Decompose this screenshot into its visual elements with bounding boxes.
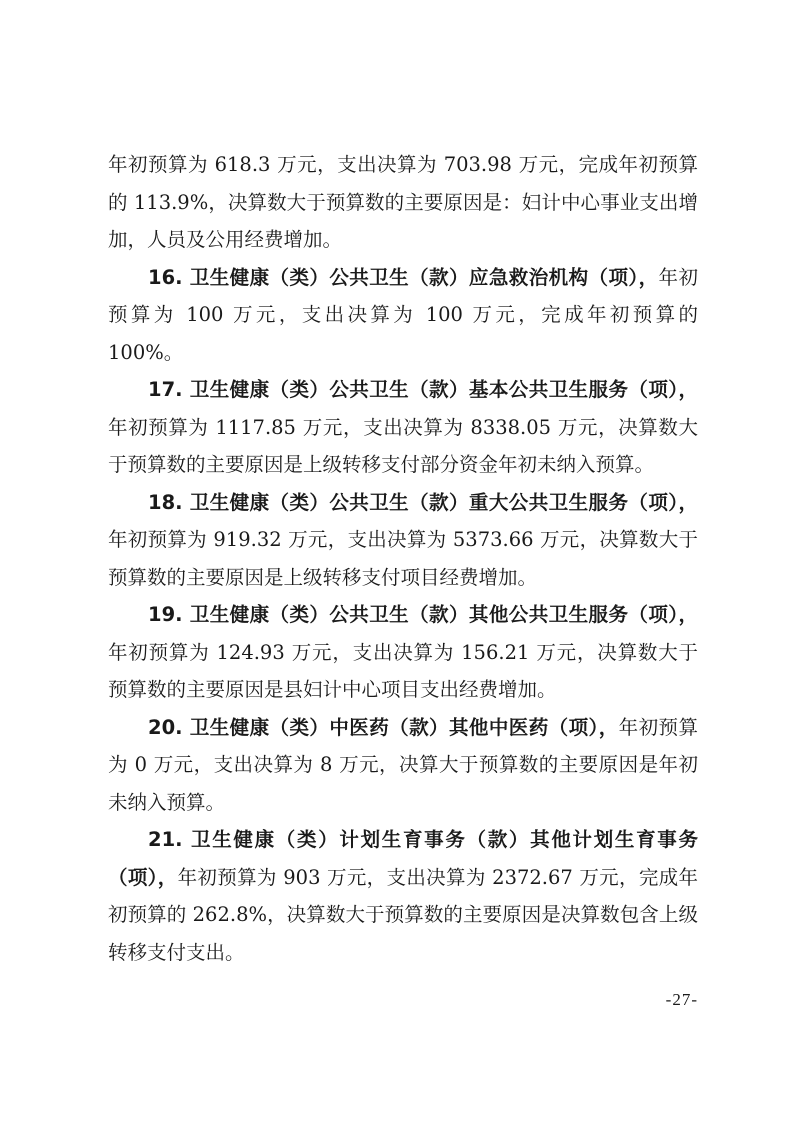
- paragraph-item-16: [108, 259, 698, 372]
- paragraph-text: 年初预算为 100 万元，支出决算为 100 万元，完成年初预算的 100%。: [108, 265, 698, 364]
- paragraph-heading: 17. 卫生健康（类）公共卫生（款）基本公共卫生服务（项），: [148, 378, 698, 401]
- paragraph-item-17: [108, 371, 698, 484]
- paragraph-heading: 16. 卫生健康（类）公共卫生（款）应急救治机构（项），: [148, 265, 659, 289]
- paragraph-text: 年初预算为 618.3 万元，支出决算为 703.98 万元，完成年初预算的 113.9%，决算数大于预算数的主要原因是：妇计中心事业支出增加，人员及公用经费增加。: [108, 153, 698, 251]
- paragraph-item-21: [108, 821, 698, 971]
- page-number: -27-: [665, 990, 698, 1009]
- paragraph-item-19: [108, 596, 698, 709]
- paragraph-text: 年初预算为 124.93 万元，支出决算为 156.21 万元，决算数大于预算数的主要原因是县妇计中心项目支出经费增加。: [108, 640, 698, 701]
- paragraph-item-18: [108, 484, 698, 597]
- paragraph-heading: 18. 卫生健康（类）公共卫生（款）重大公共卫生服务（项），: [148, 490, 698, 514]
- paragraph-continued: [108, 146, 698, 259]
- paragraph-heading: 19. 卫生健康（类）公共卫生（款）其他公共卫生服务（项），: [148, 603, 698, 626]
- paragraph-text: 年初预算为 919.32 万元，支出决算为 5373.66 万元，决算数大于预算数的主要原因是上级转移支付项目经费增加。: [108, 528, 698, 589]
- paragraph-text: 年初预算为 1117.85 万元，支出决算为 8338.05 万元，决算数大于预算数的主要原因是上级转移支付部分资金年初未纳入预算。: [108, 415, 698, 476]
- paragraph-item-20: [108, 709, 698, 822]
- paragraph-heading: 20. 卫生健康（类）中医药（款）其他中医药（项），: [148, 715, 619, 739]
- paragraph-text: 年初预算为 903 万元，支出决算为 2372.67 万元，完成年初预算的 262.8%，决算数大于预算数的主要原因是决算数包含上级转移支付支出。: [108, 865, 698, 964]
- body-text: [108, 146, 698, 971]
- paragraph-heading: 21. 卫生健康（类）计划生育事务（款）其他计划生育事务（项），: [108, 828, 698, 889]
- paragraph-text: 年初预算为 0 万元，支出决算为 8 万元，决算大于预算数的主要原因是年初未纳入预算。: [108, 715, 698, 814]
